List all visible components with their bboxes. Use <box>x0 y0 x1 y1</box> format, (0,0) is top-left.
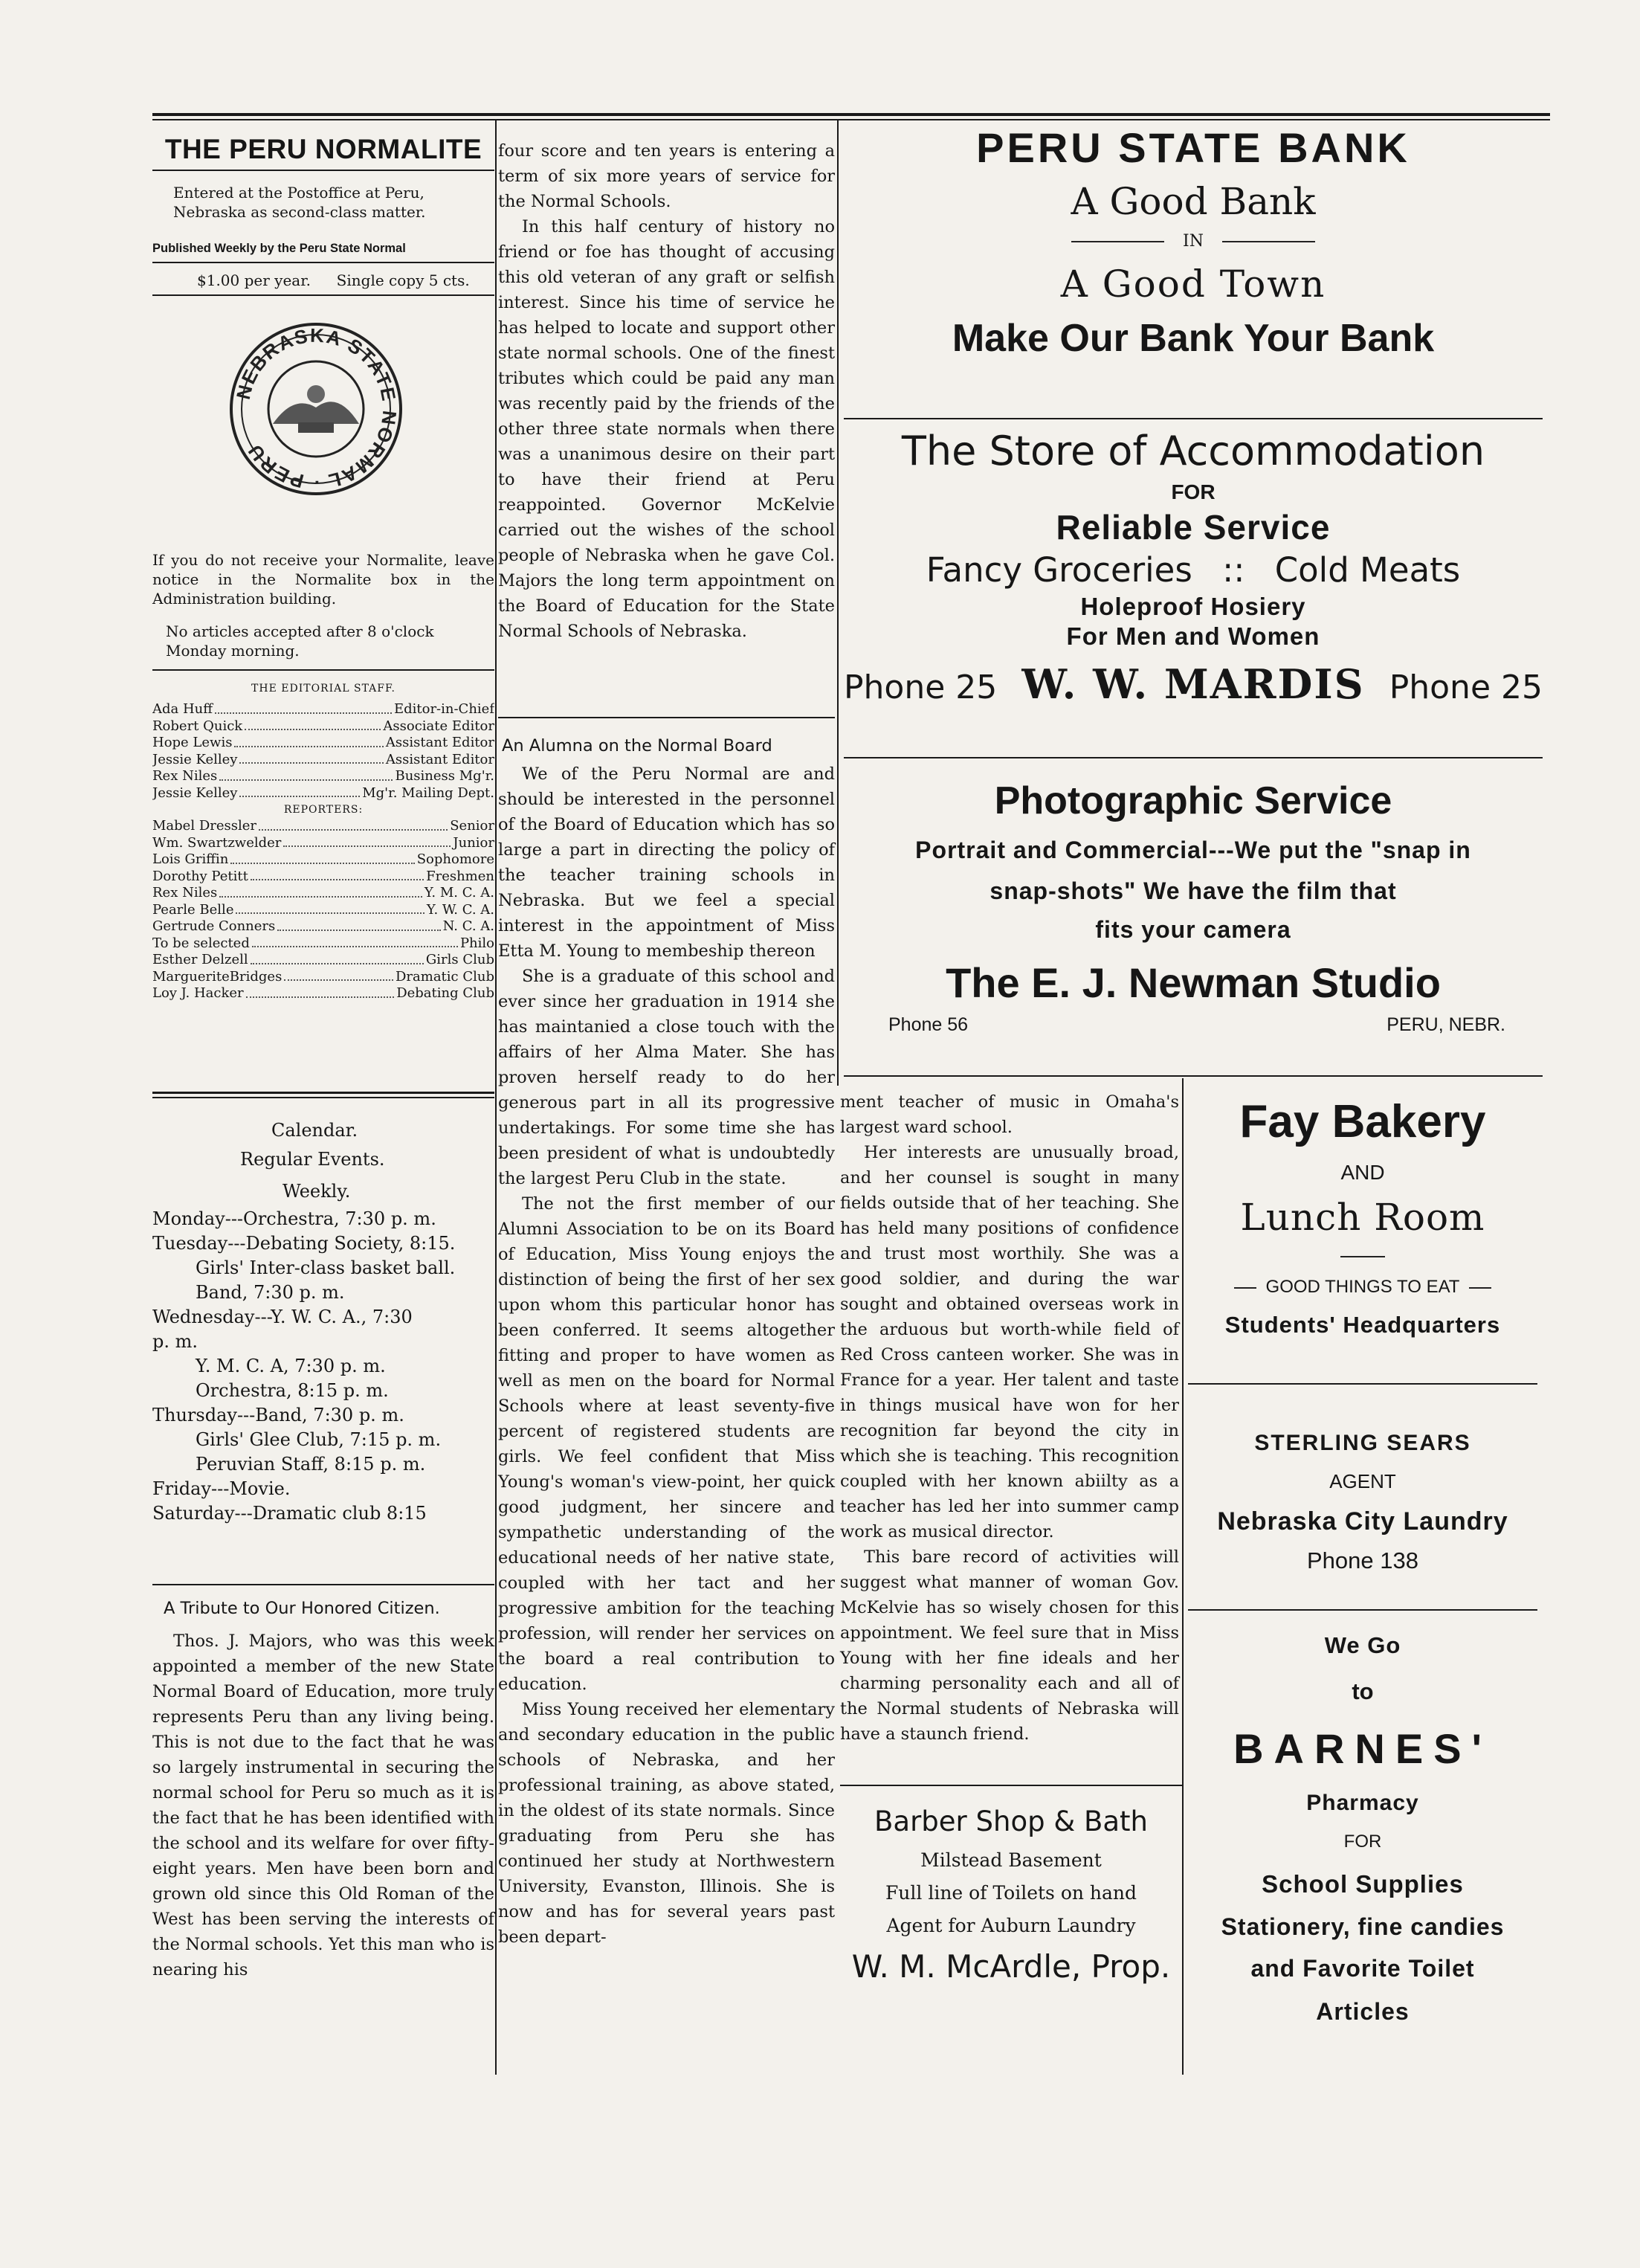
calendar-event-line: Friday---Movie. <box>152 1478 291 1499</box>
studio-name: The E. J. Newman Studio <box>946 959 1441 1006</box>
reporter-row: To be selected Philo <box>152 935 494 951</box>
reporter-row: Mabel Dressler Senior <box>152 818 494 834</box>
bank-ad <box>844 123 1543 364</box>
bakery-divider <box>1340 1256 1385 1257</box>
bakery-and: AND <box>1340 1161 1385 1184</box>
masthead-entered: Entered at the Postoffice at Peru, Nebraska as second-class matter. <box>173 184 426 221</box>
barber-location: Milstead Basement <box>920 1849 1102 1871</box>
bank-line-good-town: A Good Town <box>1060 262 1326 306</box>
masthead-published: Published Weekly by the Peru State Normal <box>152 242 406 255</box>
studio-phone: Phone 56 <box>888 1014 969 1035</box>
bank-slogan: Make Our Bank Your Bank <box>952 317 1435 360</box>
studio-contact <box>844 1014 1543 1036</box>
alumna-text-col3: ment teacher of music in Omaha's largest ward school. Her interests are unusually broad, and her counsel is sought in many fields outside that of her teaching. She has held many positions of confidence and trust most worthily. She was a good soldier, and during the war sought and obtained overseas work in the arduous but worth-while field of Red Cross canteen worker. She was in France for a year. Her talent and taste in things musical have won for her recognition far beyond the city in which she is teaching. This recognition coupled with her known abiilty as a teacher has led her into summer camp work as musical director. This bare record of activities will suggest what manner of woman Gov. McKelvie has so wisely chosen for this appointment. We feel sure that in Miss Young with her fine ideals and her charming personality each and all of the Normal students of Nebraska will have a staunch friend. <box>840 1092 1179 1744</box>
calendar-event-line: Girls' Glee Club, 7:15 p. m. <box>196 1429 442 1450</box>
barnes-toilet: and Favorite Toilet <box>1250 1955 1475 1982</box>
barber-rule <box>840 1785 1182 1786</box>
studio-line-3: snap-shots" We have the film that <box>990 877 1397 904</box>
barnes-stationery: Stationery, fine candies <box>1221 1913 1505 1940</box>
normal-school-seal-icon <box>227 320 405 498</box>
calendar-event-line: Saturday---Dramatic club 8:15 <box>152 1503 427 1524</box>
reporter-row: Gertrude Conners N. C. A. <box>152 918 494 934</box>
tribute-heading: A Tribute to Our Honored Citizen. <box>164 1599 440 1618</box>
bakery-lunch-room: Lunch Room <box>1240 1196 1485 1239</box>
bank-name: PERU STATE BANK <box>976 124 1410 171</box>
masthead-price-line <box>152 271 539 290</box>
studio-line-4: fits your camera <box>1095 916 1291 943</box>
barber-title: Barber Shop & Bath <box>874 1805 1148 1837</box>
staff-row: Ada Huff Editor-in-Chief <box>152 701 494 717</box>
reporter-row: Dorothy Petitt Freshmen <box>152 868 494 884</box>
laundry-phone: Phone 138 <box>1307 1547 1418 1573</box>
calendar-event-line: Thursday---Band, 7:30 p. m. <box>152 1405 404 1425</box>
studio-place: PERU, NEBR. <box>1386 1014 1505 1035</box>
calendar-events <box>152 1207 494 1526</box>
reporter-row: Wm. Swartzwelder Junior <box>152 834 494 851</box>
barber-toilets: Full line of Toilets on hand <box>885 1882 1137 1904</box>
barnes-articles: Articles <box>1316 1998 1410 2025</box>
editorial-staff-list <box>152 701 494 1002</box>
barnes-ad <box>1188 1621 1537 2033</box>
barnes-name: BARNES' <box>1233 1725 1492 1772</box>
mardis-rule <box>844 757 1543 758</box>
notice-articles: No articles accepted after 8 o'clock Monday morning. <box>166 622 434 660</box>
barber-proprietor: W. M. McArdle, Prop. <box>851 1948 1171 1985</box>
barnes-to: to <box>1352 1678 1374 1704</box>
mardis-phone-left: Phone 25 <box>844 669 998 706</box>
reporter-row: MargueriteBridges Dramatic Club <box>152 968 494 985</box>
reporter-row: Pearle Belle Y. W. C. A. <box>152 901 494 918</box>
bakery-name: Fay Bakery <box>1239 1096 1486 1147</box>
calendar-event-line: Tuesday---Debating Society, 8:15. <box>152 1233 456 1254</box>
mardis-name-line <box>844 660 1543 708</box>
tribute-text-col1: Thos. J. Majors, who was this week appointed a member of the new State Normal Board of Education, more truly represents Peru than any living being. This is not due to the fact that he was so largely instrumental in securing the normal school for Peru so much as it is the fact that he has been identified with the school and its welfare for over fifty-eight years. Men have been born and grown old since this Old Roman of the West has been serving the interests of the Normal schools. Yet this man who is nearing his <box>152 1631 494 1979</box>
col-divider-3 <box>1182 1078 1184 2075</box>
masthead-price: $1.00 per year. <box>197 271 311 289</box>
studio-ad <box>844 773 1543 1036</box>
mardis-hosiery: Holeproof Hosiery <box>1080 593 1306 620</box>
mardis-for: FOR <box>1171 480 1216 503</box>
staff-row: Robert Quick Associate Editor <box>152 718 494 734</box>
calendar-subtitle: Regular Events. <box>240 1149 385 1170</box>
calendar-event-line: Orchestra, 8:15 p. m. <box>196 1380 389 1401</box>
bank-line-in: IN <box>844 228 1543 256</box>
barnes-for: FOR <box>1343 1832 1382 1852</box>
calendar-event-line: Peruvian Staff, 8:15 p. m. <box>196 1454 426 1475</box>
laundry-name: Nebraska City Laundry <box>1217 1507 1508 1536</box>
calendar-rule-thin <box>152 1097 494 1098</box>
staff-row: Rex Niles Business Mg'r. <box>152 768 494 784</box>
reporter-row: Loy J. Hacker Debating Club <box>152 985 494 1001</box>
alumna-heading: An Alumna on the Normal Board <box>502 736 772 756</box>
bakery-good-things: GOOD THINGS TO EAT <box>1188 1272 1537 1302</box>
mardis-service: Reliable Service <box>1056 508 1331 547</box>
alumna-text-col2: We of the Peru Normal are and should be interested in the personnel of the Board of Education which has so large a part in directing the policy of the teacher training schools in Nebraska. But we feel a special interest in the appointment of Miss Etta M. Young to membeship thereon She is a graduate of this school and ever since her graduation in 1914 she has maintanied a close touch with the affairs of her Alma Mater. She has proven herself ready to do her generous part in all its progressive undertakings. For some time she has been president of what is undoubtedly the largest Peru Club in the state. The not the first member of our Alumni Association to be on its Board of Education, Miss Young enjoys the distinction of being the first of her sex upon whom this particular honor has been conferred. It seems altogether fitting and proper to have women as well as men on the board for Normal Schools where at least seventy-five percent of registered students are girls. We feel confident that Miss Young's woman's view-point, her quick good judgment, her sincere and sympathetic understanding of the educational needs of her native state, coupled with her tact and her progressive ambition for the teaching profession, will render her services on the board a real contribution to education. Miss Young received her elementary and secondary education in the public schools of Nebraska, and her professional training, as above stated, in the oldest of its state normals. Since graduating from Peru she has continued her study at Northwestern University, Evanston, Illinois. She is now and has for several years past been depart- <box>498 764 835 1947</box>
calendar-title: Calendar. <box>271 1120 358 1141</box>
laundry-rule <box>1188 1609 1537 1611</box>
calendar-event-line: Monday---Orchestra, 7:30 p. m. <box>152 1208 436 1229</box>
reporter-row: Rex Niles Y. M. C. A. <box>152 885 494 901</box>
mardis-name: W. W. MARDIS <box>1021 660 1365 708</box>
staff-rule <box>152 669 494 671</box>
staff-row: Hope Lewis Assistant Editor <box>152 735 494 750</box>
tribute-rule <box>152 1584 494 1585</box>
barnes-pharmacy: Pharmacy <box>1306 1791 1419 1815</box>
masthead-single-copy: Single copy 5 cts. <box>336 271 470 289</box>
calendar <box>152 1120 494 1526</box>
mardis-tagline: The Store of Accommodation <box>901 428 1485 474</box>
mardis-ad <box>844 424 1543 708</box>
top-rule <box>152 113 1550 116</box>
masthead-title: THE PERU NORMALITE <box>164 134 482 164</box>
staff-heading: THE EDITORIAL STAFF. <box>251 683 396 695</box>
col-divider-2 <box>837 119 839 1086</box>
bakery-rule <box>1188 1383 1537 1385</box>
barnes-school-supplies: School Supplies <box>1262 1870 1464 1898</box>
laundry-agent-name: STERLING SEARS <box>1254 1431 1471 1455</box>
alumna-rule <box>498 717 835 718</box>
notice-receive: If you do not receive your Normalite, leave notice in the Normalite box in the Administration building. <box>152 551 494 608</box>
laundry-agent-label: AGENT <box>1329 1470 1396 1492</box>
staff-row: Jessie Kelley Assistant Editor <box>152 751 494 767</box>
staff-row: Jessie Kelley Mg'r. Mailing Dept. <box>152 785 494 801</box>
masthead-rule-3 <box>152 294 494 296</box>
barnes-we-go: We Go <box>1324 1632 1401 1658</box>
bank-rule <box>844 418 1543 419</box>
calendar-event-line: p. m. <box>152 1331 198 1352</box>
tribute-text-col2: four score and ten years is entering a term of six more years of service for the Normal Schools. In this half century of history no friend or foe has thought of accusing this old veteran of any graft or selfish interest. Since his time of service he has helped to locate and support other state normal schools. One of the finest tributes which could be paid any man was recently paid by the friends of the other three state normals when there was a unanimous desire on their part to have their friend at Peru reappointed. Governor McKelvie carried out the wishes of the school people of Nebraska when he gave Col. Majors the long term appointment on the Board of Education for the State Normal Schools of Nebraska. <box>498 141 835 641</box>
bakery-headquarters: Students' Headquarters <box>1224 1312 1501 1338</box>
masthead-rule-2 <box>152 262 494 263</box>
bakery-ad <box>1188 1089 1537 1348</box>
calendar-rule <box>152 1092 494 1094</box>
calendar-event-line: Girls' Inter-class basket ball. <box>196 1257 456 1278</box>
laundry-ad <box>1188 1424 1537 1579</box>
reporter-row: Esther Delzell Girls Club <box>152 952 494 967</box>
calendar-event-line: Wednesday---Y. W. C. A., 7:30 <box>152 1307 413 1327</box>
bank-line-good-bank: A Good Bank <box>1071 180 1316 223</box>
calendar-weekly: Weekly. <box>283 1181 351 1202</box>
reporter-row: Lois Griffin Sophomore <box>152 851 494 867</box>
barber-agent: Agent for Auburn Laundry <box>886 1915 1136 1936</box>
top-rule-thin <box>152 119 1550 120</box>
barber-ad <box>840 1800 1182 1991</box>
calendar-event-line: Y. M. C. A, 7:30 p. m. <box>196 1356 386 1376</box>
studio-line-2: Portrait and Commercial---We put the "snap in <box>915 837 1471 863</box>
calendar-event-line: Band, 7:30 p. m. <box>196 1282 345 1303</box>
masthead-rule <box>152 170 494 171</box>
col-divider-1 <box>495 119 497 2075</box>
seal-text: NEBRASKA STATE NORMAL · PERU <box>231 323 401 494</box>
mardis-goods: Fancy Groceries :: Cold Meats <box>926 550 1461 590</box>
mardis-phone-right: Phone 25 <box>1389 669 1543 706</box>
studio-headline: Photographic Service <box>994 779 1392 822</box>
mardis-for-men: For Men and Women <box>1066 622 1320 650</box>
reporters-heading: REPORTERS: <box>283 804 364 816</box>
studio-rule <box>844 1075 1543 1077</box>
